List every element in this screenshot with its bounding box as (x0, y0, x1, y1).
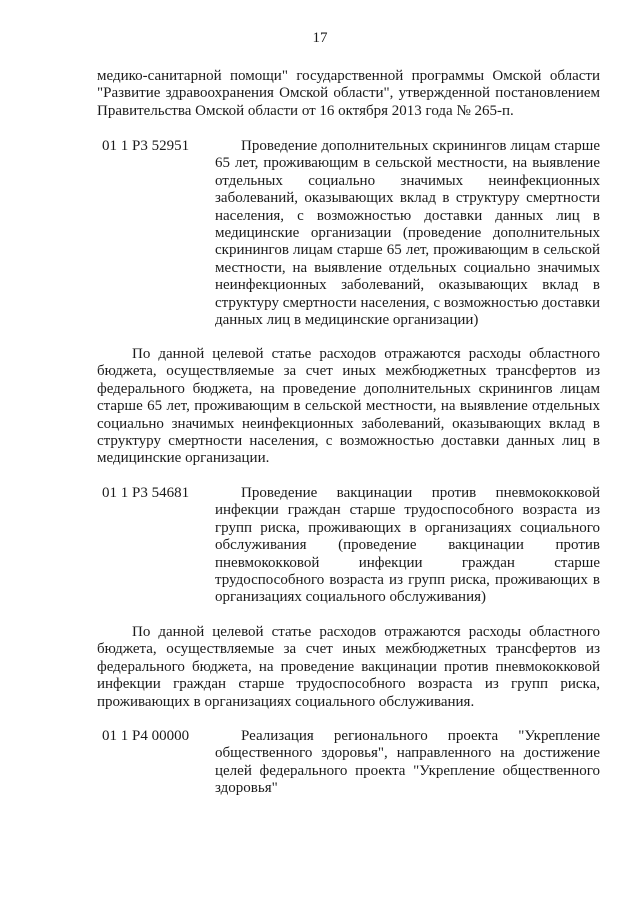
entry-title: Реализация регионального проекта "Укрепление общественного здоровья", направленного на достижение целей федерального проекта "Укрепление общественного здоровья" (215, 728, 600, 797)
entry-description: По данной целевой статье расходов отражаются расходы областного бюджета, осуществляемые за счет иных межбюджетных трансфертов из федерального бюджета, на проведение дополнительных скринингов лицам старше 65 лет, проживающим в сельской местности, на выявление отдельных социально значимых неинфекционных заболеваний, оказывающих вклад в структуру смертности населения, с возможностью доставки данных лиц в медицинские организации. (97, 346, 600, 467)
page-number: 17 (312, 30, 328, 46)
budget-code: 01 1 Р4 00000 (102, 728, 190, 744)
entry-title: Проведение дополнительных скринингов лицам старше 65 лет, проживающим в сельской местности, на выявление отдельных социально значимых неинфекционных заболеваний, оказывающих вклад в структуру смертности населения, с возможностью доставки данных лиц в медицинские организации (проведение дополнительных скринингов лицам старше 65 лет, проживающим в сельской местности, на выявление отдельных социально значимых неинфекционных заболеваний, оказывающих вклад в структуру смертности населения, с возможностью доставки данных лиц в медицинские организации) (215, 138, 600, 329)
budget-code: 01 1 Р3 52951 (102, 138, 190, 154)
entry-description: По данной целевой статье расходов отражаются расходы областного бюджета, осуществляемые за счет иных межбюджетных трансфертов из федерального бюджета, на проведение вакцинации против пневмококковой инфекции граждан старше трудоспособного возраста из групп риска, проживающих в организациях социального обслуживания. (97, 624, 600, 710)
intro-paragraph: медико-санитарной помощи" государственной программы Омской области "Развитие здравоохранения Омской области", утвержденной постановлением Правительства Омской области от 16 октября 2013 года № 265-п. (97, 68, 600, 119)
budget-code: 01 1 Р3 54681 (102, 485, 190, 501)
entry-title: Проведение вакцинации против пневмококковой инфекции граждан старше трудоспособного возраста из групп риска, проживающих в организациях социального обслуживания (проведение вакцинации против пневмококковой инфекции граждан старше трудоспособного возраста из групп риска, проживающих в организациях социального обслуживания) (215, 485, 600, 606)
